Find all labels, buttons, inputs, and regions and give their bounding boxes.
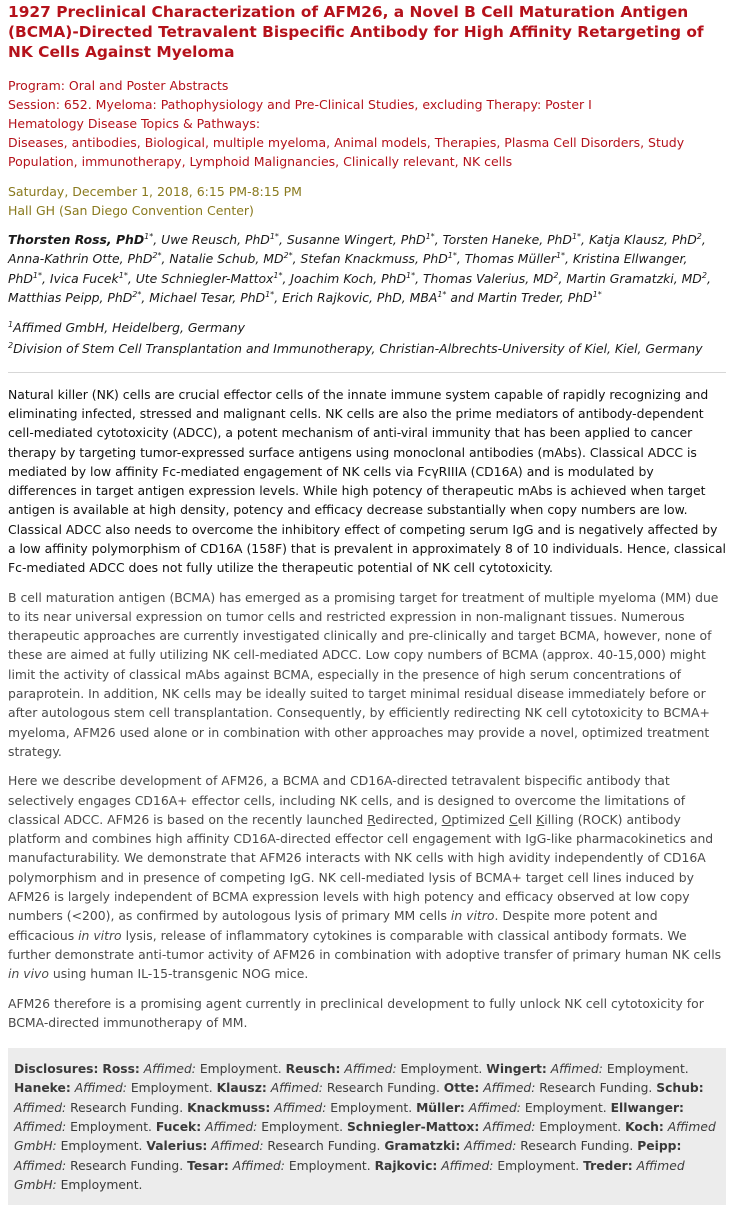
disclosure-entry: Schub: Affimed: Research Funding. [14,1081,704,1115]
author-affiliation-mark: 1* [265,290,275,300]
author-affiliation-mark: 2* [152,251,162,261]
disclosure-entry: Fucek: Affimed: Employment. [155,1120,344,1135]
affiliation: $^1$Affimed GmbH, Heidelberg, Germany [8,319,245,335]
author-name: Anna-Kathrin Otte, PhD$^{2*}$ [8,251,162,267]
author-name: Katja Klausz, PhD$^2$ [588,231,702,247]
topics-label: Hematology Disease Topics & Pathways: [8,116,261,131]
disclosure-entry: Tesar: Affimed: Employment. [187,1158,371,1173]
author-affiliation-mark: 1* [592,290,602,300]
abstract-title: 1927 Preclinical Characterization of AFM26, a Novel B Cell Maturation Antigen (BCMA)-Directed Tetravalent Bispecific Antibody for High Affinity Retargeting of NK Cells Against Myeloma [8,3,704,61]
affiliation-list [8,317,726,359]
disclosure-entry: Gramatzki: Affimed: Research Funding. [384,1139,634,1154]
author-affiliation-mark: 1* [273,270,283,280]
session-line: Session: 652. Myeloma: Pathophysiology and Pre-Clinical Studies, excluding Therapy: Poster I [8,97,592,112]
disclosure-entry: Peipp: Affimed: Research Funding. [14,1139,682,1173]
author-list: Thorsten Ross, PhD$^{1*}$, Uwe Reusch, PhD$^{1*}$, Susanne Wingert, PhD$^{1*}$, Torsten Haneke, PhD$^{1*}$, Katja Klausz, PhD$^2$, Anna-Kathrin Otte, PhD$^{2*}$, Natalie Schub, $MD^{2*}$, Stefan Knackmuss, PhD$^{1*}$, Thomas Müller$^{1*}$, Kristina Ellwanger, PhD$^{1*}$, Ivica Fucek$^{1*}$, Ute Schniegler-Mattox$^{1*}$, Joachim Koch, PhD$^{1*}$, Thomas Valerius, $MD^2$, Martin Gramatzki, $MD^2$, Matthias Peipp, PhD$^{2*}$, Michael Tesar, PhD$^{1*}$, Erich Rajkovic, PhD, $MBA^{1*}$ and Martin Treder, PhD$^{1*}$ [8,231,711,306]
disclosure-entry: Valerius: Affimed: Research Funding. [146,1139,381,1154]
author-name: Thomas Müller$^{1*}$ [464,251,566,267]
author-affiliation-mark: 1* [571,231,582,241]
disclosure-entry: Klausz: Affimed: Research Funding. [216,1081,440,1096]
abstract-paragraph: Natural killer (NK) cells are crucial effector cells of the innate immune system capable of rapidly recognizing and eliminating infected, stressed and malignant cells. NK cells are also the prime mediators of antibody-dependent cell-mediated cytotoxicity (ADCC), a potent mechanism of anti-viral immunity that has been applied to cancer therapy by targeting tumor-expressed surface antigens using monoclonal antibodies (mAbs). Classical ADCC is mediated by low affinity Fc-mediated engagement of NK cells via FcγRIIIA (CD16A) and is modulated by differences in target antigen expression levels. While high potency of therapeutic mAbs is achieved when target antigen is available at high density, potency and efficacy decrease substantially when copy numbers are low. Classical ADCC also needs to overcome the inhibitory effect of competing serum IgG and is negatively affected by a low affinity polymorphism of CD16A (158F) that is prevalent in approximately 8 of 10 individuals. Hence, classical Fc-mediated ADCC does not fully utilize the therapeutic potential of NK cell cytotoxicity. [8,386,726,576]
author-name: Uwe Reusch, PhD$^{1*}$ [161,231,279,247]
author-affiliation-mark: 1* [425,231,435,241]
author-affiliation-mark: 2* [132,290,142,300]
disclosure-entry: Treder: Affimed GmbH: Employment. [14,1158,685,1192]
author-affiliation-mark: 1* [437,290,447,300]
disclosures-label: Disclosures: [14,1062,99,1077]
disclosure-entry: Wingert: Affimed: Employment. [486,1062,689,1077]
disclosure-entry: Otte: Affimed: Research Funding. [443,1081,653,1096]
author-name: Stefan Knackmuss, PhD$^{1*}$ [300,251,457,267]
disclosure-entry: Ross: Affimed: Employment. [102,1062,282,1077]
disclosure-entry: Haneke: Affimed: Employment. [14,1081,213,1096]
abstract-paragraph: Here we describe development of AFM26, a BCMA and CD16A-directed tetravalent bispecific antibody that selectively engages CD16A+ effector cells, including NK cells, and is designed to overcome the limitations of classical ADCC. AFM26 is based on the recently launched Redirected, Optimized Cell Killing (ROCK) antibody platform and combines high affinity CD16A-directed effector cell engagement with IgG-like pharmacokinetics and manufacturability. We demonstrate that AFM26 interacts with NK cells with high avidity independently of CD16A polymorphism and in presence of competing IgG. NK cell-mediated lysis of BCMA+ target cell lines induced by AFM26 is largely independent of BCMA expression levels with high potency and efficacy observed at low copy numbers (<200), as confirmed by autologous lysis of primary MM cells in vitro. Despite more potent and efficacious in vitro lysis, release of inflammatory cytokines is comparable with classical antibody formats. We further demonstrate anti-tumor activity of AFM26 in combination with adoptive transfer of primary human NK cells in vivo using human IL-15-transgenic NOG mice. [8,773,722,982]
abstract-body [8,372,726,1033]
author-name: Kristina Ellwanger, PhD$^{1*}$ [8,251,688,286]
session-info [8,76,726,171]
schedule [8,182,726,220]
author-name: Ivica Fucek$^{1*}$ [49,270,128,286]
author-affiliation-mark: 1* [269,231,279,241]
disclosure-entry: Reusch: Affimed: Employment. [285,1062,483,1077]
author-affiliation-mark: 2 [701,270,707,280]
author-name: Thorsten Ross, PhD$^{1*}$ [8,231,154,247]
author-affiliation-mark: 1* [32,270,42,280]
abstract-paragraph: AFM26 therefore is a promising agent currently in preclinical development to fully unlock NK cell cytotoxicity for BCMA-directed immunotherapy of MM. [8,995,704,1030]
author-affiliation-mark: 1* [118,270,128,280]
author-name: Ute Schniegler-Mattox$^{1*}$ [135,270,283,286]
disclosure-entry: Knackmuss: Affimed: Employment. [187,1100,413,1115]
author-name: Thomas Valerius, $MD^2$ [422,270,559,286]
author-affiliation-mark: 1* [144,231,154,241]
author-affiliation-mark: 1* [447,251,457,261]
author-affiliation-mark: 2* [283,251,293,261]
disclosure-entry: Müller: Affimed: Employment. [416,1100,607,1115]
topics-line: Diseases, antibodies, Biological, multiple myeloma, Animal models, Therapies, Plasma Cell Disorders, Study Population, immunotherapy, Lymphoid Malignancies, Clinically relevant, NK cells [8,135,685,169]
disclosure-entry: Koch: Affimed GmbH: Employment. [14,1120,716,1154]
author-affiliation-mark: 1* [555,251,566,261]
author-name: Natalie Schub, $MD^{2*}$ [169,251,293,267]
session-date: Saturday, December 1, 2018, 6:15 PM-8:15 PM [8,184,302,199]
author-name: Martin Treder, PhD$^{1*}$ [477,290,602,306]
disclosure-entry: Schniegler-Mattox: Affimed: Employment. [346,1120,622,1135]
author-name: Martin Gramatzki, $MD^2$ [566,270,707,286]
session-location: Hall GH (San Diego Convention Center) [8,203,254,218]
program-line: Program: Oral and Poster Abstracts [8,78,229,93]
author-name: Michael Tesar, PhD$^{1*}$ [149,290,275,306]
disclosure-entry: Rajkovic: Affimed: Employment. [374,1158,580,1173]
author-affiliation-mark: 1* [406,270,416,280]
affiliation: $^2$Division of Stem Cell Transplantation and Immunotherapy, Christian-Albrechts-University of Kiel, Kiel, Germany [8,340,703,356]
author-affiliation-mark: 2 [696,231,702,241]
disclosure-entry: Ellwanger: Affimed: Employment. [14,1100,684,1135]
author-name: Matthias Peipp, PhD$^{2*}$ [8,290,142,306]
author-affiliation-mark: 2 [553,270,559,280]
disclosures-box [8,1048,726,1205]
author-name: Joachim Koch, PhD$^{1*}$ [290,270,416,286]
author-name: Erich Rajkovic, PhD, $MBA^{1*}$ [282,290,447,306]
author-name: Torsten Haneke, PhD$^{1*}$ [442,231,582,247]
abstract-paragraph: B cell maturation antigen (BCMA) has emerged as a promising target for treatment of multiple myeloma (MM) due to its near universal expression on tumor cells and restricted expression in non-malignant tissues. Numerous therapeutic approaches are currently investigated clinically and pre-clinically and target BCMA, however, none of these are aimed at fully utilizing NK cell-mediated ADCC. Low copy numbers of BCMA (approx. 40-15,000) might limit the activity of classical mAbs against BCMA, especially in the presence of high serum concentrations of paraprotein. In addition, NK cells may be ideally suited to target minimal residual disease immediately before or after autologous stem cell transplantation. Consequently, by efficiently redirecting NK cell cytotoxicity to BCMA+ myeloma, AFM26 used alone or in combination with other approaches may provide a novel, optimized treatment strategy. [8,589,719,759]
author-name: Susanne Wingert, PhD$^{1*}$ [286,231,435,247]
